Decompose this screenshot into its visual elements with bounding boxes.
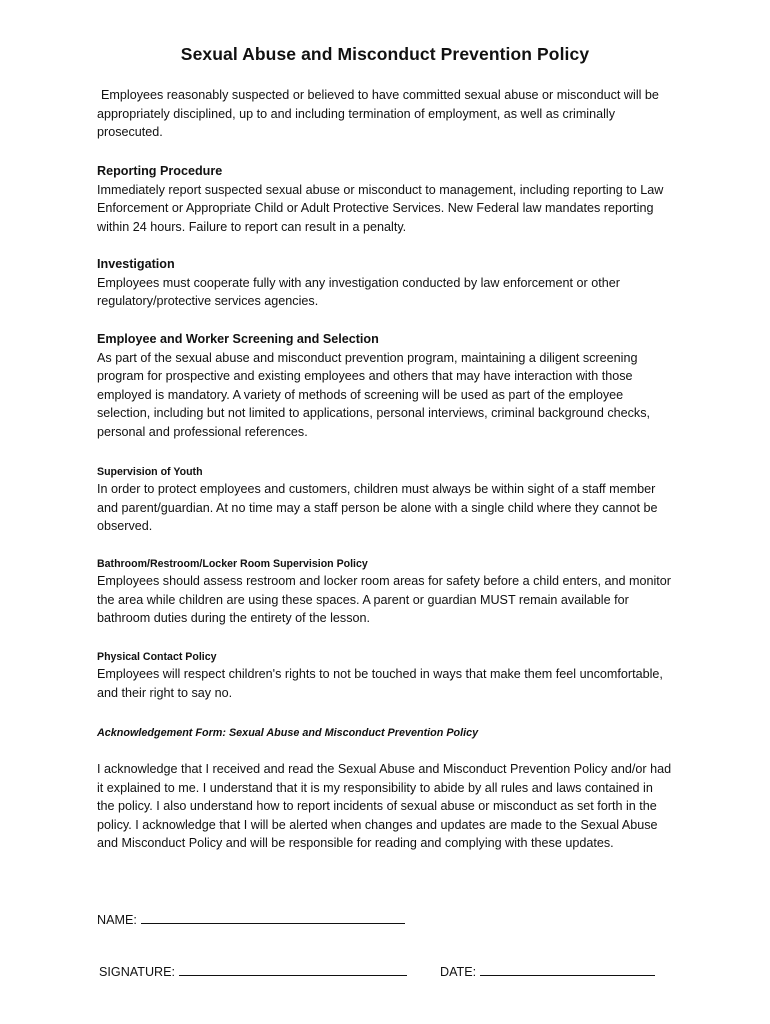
section-text: In order to protect employees and customers, children must always be within sight of a staff member and parent/guardian. At no time may a staff person be alone with a single child where they cannot be observed.: [97, 482, 658, 534]
intro-paragraph: [97, 86, 672, 142]
section-heading: Employee and Worker Screening and Selection: [97, 332, 379, 346]
section-text: As part of the sexual abuse and misconduct prevention program, maintaining a diligent screening program for prospective and existing employees and others that may have interaction with those employed is mandatory. A variety of methods of screening will be used as part of the employee selection, including but not limited to applications, personal interviews, criminal background checks, personal and professional references.: [97, 350, 651, 439]
section-heading: Reporting Procedure: [97, 164, 223, 178]
signature-field: [99, 962, 407, 981]
section-contact: [97, 649, 672, 702]
acknowledgement-heading-block: [97, 724, 672, 743]
document-title: Sexual Abuse and Misconduct Prevention Policy: [180, 44, 590, 64]
section-heading: Physical Contact Policy: [97, 651, 217, 663]
acknowledgement-heading: Acknowledgement Form: Sexual Abuse and Misconduct Prevention Policy: [97, 727, 479, 739]
section-reporting: [97, 162, 672, 236]
section-supervision: [97, 464, 672, 536]
intro-text: Employees reasonably suspected or believed to have committed sexual abuse or misconduct will be appropriately disciplined, up to and including termination of employment, as well as criminally prosecuted.: [97, 88, 659, 140]
name-label: NAME:: [97, 913, 137, 927]
acknowledgement-text: I acknowledge that I received and read the Sexual Abuse and Misconduct Prevention Policy and/or had it explained to me. I understand that it is my responsibility to abide by all rules and laws contained in the policy. I also understand how to report incidents of sexual abuse or misconduct as set forth in the policy. I acknowledge that I will be alerted when changes and updates are made to the Sexual Abuse and Misconduct Policy and will be responsible for reading and complying with these updates.: [97, 762, 672, 851]
section-text: Employees must cooperate fully with any investigation conducted by law enforcement or other regulatory/protective services agencies.: [97, 275, 620, 309]
signature-line[interactable]: [179, 962, 407, 976]
date-line[interactable]: [480, 962, 655, 976]
section-screening: [97, 330, 672, 442]
signature-label: SIGNATURE:: [99, 965, 176, 979]
date-label: DATE:: [440, 965, 477, 979]
name-line[interactable]: [141, 910, 405, 924]
name-field: [97, 910, 405, 929]
section-bathroom: [97, 556, 672, 628]
section-text: Immediately report suspected sexual abuse or misconduct to management, including reporting to Law Enforcement or Appropriate Child or Adult Protective Services. New Federal law mandates reporting within 24 hours. Failure to report can result in a penalty.: [97, 182, 664, 234]
acknowledgement-paragraph: [97, 760, 672, 853]
section-heading: Supervision of Youth: [97, 466, 203, 478]
section-heading: Investigation: [97, 257, 175, 271]
section-text: Employees will respect children's rights to not be touched in ways that make them feel uncomfortable, and their right to say no.: [97, 667, 663, 700]
section-text: Employees should assess restroom and locker room areas for safety before a child enters, and monitor the area while children are using these spaces. A parent or guardian MUST remain available for bathroom duties during the entirety of the lesson.: [97, 574, 671, 626]
section-investigation: [97, 255, 672, 311]
date-field: [440, 962, 655, 981]
section-heading: Bathroom/Restroom/Locker Room Supervision Policy: [97, 558, 368, 570]
